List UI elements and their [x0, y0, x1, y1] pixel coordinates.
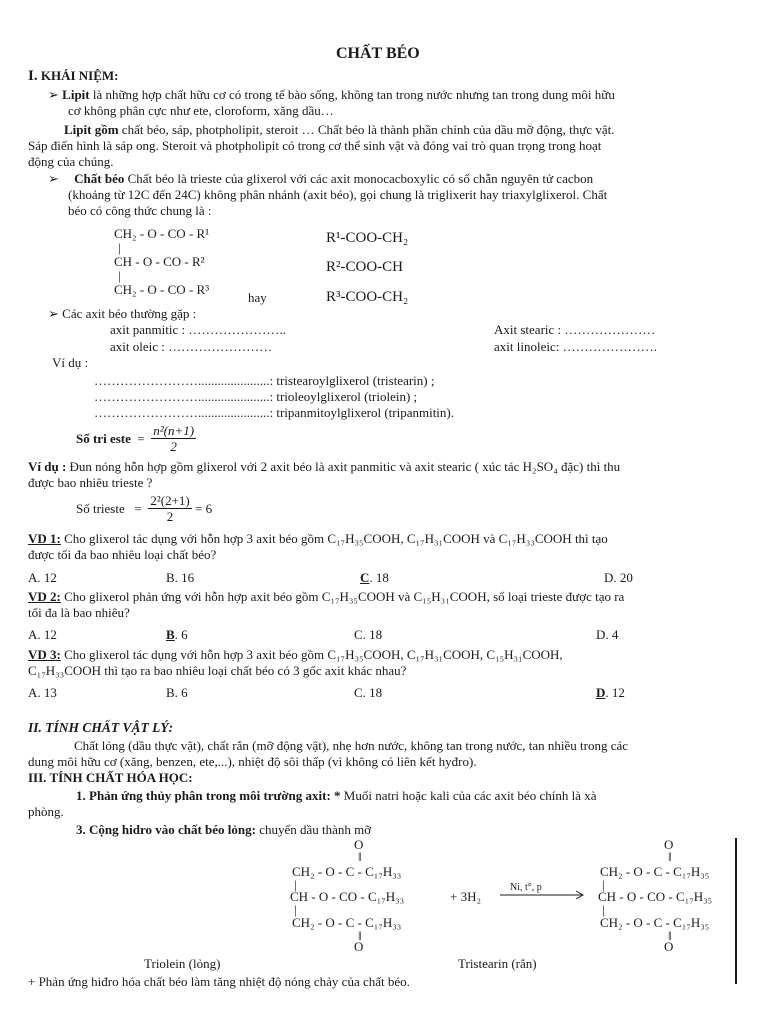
carbonyl-o: O	[664, 837, 674, 852]
example-label: Ví dụ :	[28, 459, 67, 474]
lipit-line-2: cơ không phân cực như ete, cloroform, xăng dầu…	[68, 103, 334, 118]
formula-right-line-3: R³-COO-CH₂	[326, 289, 409, 305]
vd1-line-1: Cho glixerol tác dụng với hỗn hợp 3 axit béo gồm C₁₇H₃₅COOH, C₁₇H₃₁COOH và C₁₇H₃₃COOH thì tạo	[60, 531, 608, 546]
so-tri-este-formula: Số tri este = $\frac{\text{n²(n+1)}}{2}$	[76, 423, 195, 454]
example-line-2: được bao nhiêu trieste ?	[28, 475, 153, 490]
formula-numerator: n²(n+1)	[153, 423, 195, 438]
product-line-2: CH - O - CO - C₁₇H₃₅	[598, 889, 713, 904]
vd3-option-d	[596, 685, 625, 700]
chat-beo-line-2: (khoảng từ 12C đến 24C) không phân nhánh (axit béo), gọi chung là triglixerit hay triaxylglixerol. Chất	[68, 187, 608, 202]
option-letter: D	[604, 570, 614, 585]
acids-intro	[48, 306, 196, 321]
vd2-option-a	[28, 627, 57, 642]
option-value: . 12	[37, 570, 57, 585]
lipit-gom-term: Lipit gồm	[64, 122, 119, 137]
formula-left-line-3: CH₂ - O - CO - R³	[114, 282, 210, 297]
vd3-line-2: C₁₇H₃₃COOH thì tạo ra bao nhiêu loại chất béo có 3 gốc axit khác nhau?	[28, 663, 407, 678]
vd2-question	[28, 589, 624, 604]
lipit-term: Lipit	[62, 87, 90, 102]
arrow-bullet-icon: ➢	[48, 87, 59, 102]
option-letter: A	[28, 627, 38, 642]
lipit-gom-line-2: Sáp điển hình là sáp ong. Steroit và photpholipit có trong cơ thể sinh vật và đóng vai trò quan trọng trong hoạt	[28, 138, 602, 153]
acid-oleic: axit oleic : ……………………	[110, 339, 273, 354]
hydrogenation-text: chuyển dầu thành mỡ	[255, 822, 372, 837]
footer-note: + Phản ứng hiđro hóa chất béo làm tăng nhiệt độ nóng chảy của chất béo.	[28, 974, 410, 989]
option-letter: A	[28, 570, 38, 585]
vd3-label: VD 3:	[28, 647, 61, 662]
lipit-gom-line-3: động của chúng.	[28, 154, 114, 169]
hydrolysis-item	[76, 788, 596, 803]
option-letter: C	[354, 627, 363, 642]
page-title: CHẤT BÉO	[336, 45, 420, 62]
option-value: . 20	[613, 570, 633, 585]
section-1-title: KHÁI NIỆM:	[40, 68, 119, 83]
vd2-option-c	[354, 627, 382, 642]
option-value: . 12	[605, 685, 625, 700]
lipit-line-1: là những hợp chất hữu cơ có trong tế bào sống, không tan trong nước nhưng tan trong dung môi hữu	[89, 87, 615, 102]
option-letter-correct: B	[166, 627, 175, 642]
chat-beo-line-3: béo có công thức chung là :	[68, 203, 212, 218]
vd3-line-1: Cho glixerol tác dụng với hỗn hợp 3 axit béo gồm C₁₇H₃₅COOH, C₁₇H₃₁COOH, C₁₅H₃₁COOH,	[60, 647, 563, 662]
section-2-line-1: Chất lỏng (dầu thực vật), chất rắn (mỡ động vật), nhẹ hơn nước, không tan trong nước, tan nhiều trong các	[74, 738, 629, 753]
vd2-line-1: Cho glixerol phản ứng với hỗn hợp axit béo gồm C₁₇H₃₅COOH và C₁₅H₃₁COOH, số loại trieste được tạo ra	[60, 589, 625, 604]
option-letter-correct: C	[360, 570, 370, 585]
product-line-3: CH₂ - O - C - C₁₇H₃₅	[600, 915, 710, 930]
formula-right-line-2: R²-COO-CH	[326, 259, 403, 275]
double-bond: ‖	[668, 849, 672, 864]
double-bond: ‖	[358, 928, 362, 943]
so-tri-este-label: Số tri este	[76, 431, 131, 446]
example-line-1: Đun nóng hỗn hợp gồm glixerol với 2 axit béo là axit panmitic và axit stearic ( xúc tác H₂SO₄ đặc) thì thu	[66, 459, 621, 474]
calc-numerator: 2²(2+1)	[150, 493, 190, 508]
lipit-gom	[64, 122, 614, 137]
vd2-option-d	[596, 627, 618, 642]
reactant-line-2: CH - O - CO - C₁₇H₃₃	[290, 889, 405, 904]
chat-beo-definition	[48, 171, 593, 186]
formula-left-line-2: CH - O - CO - R²	[114, 254, 205, 269]
vd3-option-a	[28, 685, 57, 700]
so-trieste-calc: Số trieste = $\frac{\text{2²(2+1)}}{2}$ = 6	[76, 493, 213, 524]
bond-line: |	[602, 902, 605, 917]
hydrogenation-item	[76, 822, 371, 837]
reactant-line-1: CH₂ - O - C - C₁₇H₃₃	[292, 864, 402, 879]
bond-line: |	[294, 877, 297, 892]
calc-denominator: 2	[166, 509, 174, 524]
star-marker: *	[330, 788, 344, 803]
section-3-heading: III. TÍNH CHẤT HÓA HỌC:	[28, 770, 193, 785]
section-2-heading: II. TÍNH CHẤT VẬT LÝ:	[28, 720, 174, 735]
chat-beo-term: Chất béo	[74, 171, 125, 186]
product-name: Tristearin (rắn)	[458, 956, 537, 971]
bond-line: |	[294, 902, 297, 917]
vidu-line-3: ……………………......................: tripanmitoylglixerol (tripanmitin).	[94, 405, 454, 420]
vd1-option-b	[166, 570, 194, 585]
option-value: . 18	[369, 570, 389, 585]
option-letter: B	[166, 570, 175, 585]
option-value: . 16	[174, 570, 195, 585]
vd2-label: VD 2:	[28, 589, 61, 604]
option-value: . 4	[605, 627, 619, 642]
formula-left-line-1: CH₂ - O - CO - R¹	[114, 226, 210, 241]
arrow-bullet-icon: ➢	[48, 171, 59, 186]
option-letter-correct: D	[596, 685, 606, 700]
bond-line: |	[118, 240, 121, 255]
vd1-option-c	[360, 570, 389, 585]
lipit-definition	[48, 87, 615, 102]
bond-line: |	[602, 877, 605, 892]
vd1-line-2: được tối đa bao nhiêu loại chất béo?	[28, 547, 217, 562]
reactant-line-3: CH₂ - O - C - C₁₇H₃₃	[292, 915, 402, 930]
vd1-question	[28, 531, 608, 546]
vidu-line-2: ……………………......................: trioleoylglixerol (triolein) ;	[94, 389, 418, 404]
acid-linoleic: axit linoleic: ………………….	[494, 339, 657, 354]
option-value: . 13	[37, 685, 57, 700]
option-value: . 6	[174, 685, 188, 700]
option-letter: C	[354, 685, 363, 700]
carbonyl-o: O	[354, 837, 364, 852]
reaction-condition: Ni, t°, p	[510, 882, 542, 893]
vd3-question	[28, 647, 563, 662]
vidu-line-1: ……………………......................: tristearoylglixerol (tristearin) ;	[94, 373, 435, 388]
hydrolysis-text-2: phòng.	[28, 804, 64, 819]
calc-result: = 6	[194, 501, 213, 516]
lipit-gom-line-1: chất béo, sáp, photpholipit, steroit … Chất béo là thành phần chính của dầu mỡ động, thực vật.	[118, 122, 615, 137]
option-value: . 12	[37, 627, 57, 642]
vd1-option-a	[28, 570, 57, 585]
formula-denominator: 2	[170, 439, 177, 454]
hydrolysis-text-1: Muối natri hoặc kali của các axit béo chính là xà	[343, 788, 597, 803]
section-1-roman: I.	[28, 68, 38, 84]
hydrolysis-title: 1. Phản ứng thủy phân trong môi trường axit:	[76, 788, 331, 803]
vd3-option-c	[354, 685, 382, 700]
option-letter: D	[596, 627, 606, 642]
double-bond: ‖	[668, 928, 672, 943]
product-line-1: CH₂ - O - C - C₁₇H₃₅	[600, 864, 710, 879]
vd2-option-b	[166, 627, 188, 642]
formula-right-line-1: R¹-COO-CH₂	[326, 230, 409, 246]
reagent-h2: + 3H₂	[450, 889, 482, 904]
acid-panmitic: axit panmitic : …………………..	[110, 322, 286, 337]
vd3-option-b	[166, 685, 188, 700]
option-letter: B	[166, 685, 175, 700]
example	[28, 459, 620, 474]
bond-line: |	[118, 268, 121, 283]
section-2-line-2: dung môi hữu cơ (xăng, benzen, ete,...), nhiệt độ sôi thấp (vì không có liên kết hyđro).	[28, 754, 477, 769]
vidu-label: Ví dụ :	[52, 355, 89, 370]
option-letter: A	[28, 685, 38, 700]
carbonyl-o: O	[354, 939, 364, 954]
reactant-name: Triolein (lỏng)	[144, 956, 221, 971]
vd2-line-2: tối đa là bao nhiêu?	[28, 605, 130, 620]
carbonyl-o: O	[664, 939, 674, 954]
hydrogenation-title: 3. Cộng hidro vào chất béo lỏng:	[76, 822, 256, 837]
so-trieste-label: Số trieste	[76, 501, 125, 516]
option-value: . 18	[362, 627, 383, 642]
double-bond: ‖	[358, 849, 362, 864]
option-value: . 18	[362, 685, 383, 700]
option-value: . 6	[174, 627, 188, 642]
section-1-heading	[28, 68, 118, 84]
vd1-option-d	[604, 570, 633, 585]
acid-stearic: Axit stearic : …………………	[494, 322, 656, 337]
chat-beo-line-1: Chất béo là trieste của glixerol với các axit monocacboxylic có số chẵn nguyên tử cacbon	[124, 171, 594, 186]
formula-hay: hay	[248, 290, 267, 305]
acids-intro-text: Các axit béo thường gặp :	[62, 306, 197, 321]
arrow-bullet-icon: ➢	[48, 306, 59, 321]
vd1-label: VD 1:	[28, 531, 61, 546]
